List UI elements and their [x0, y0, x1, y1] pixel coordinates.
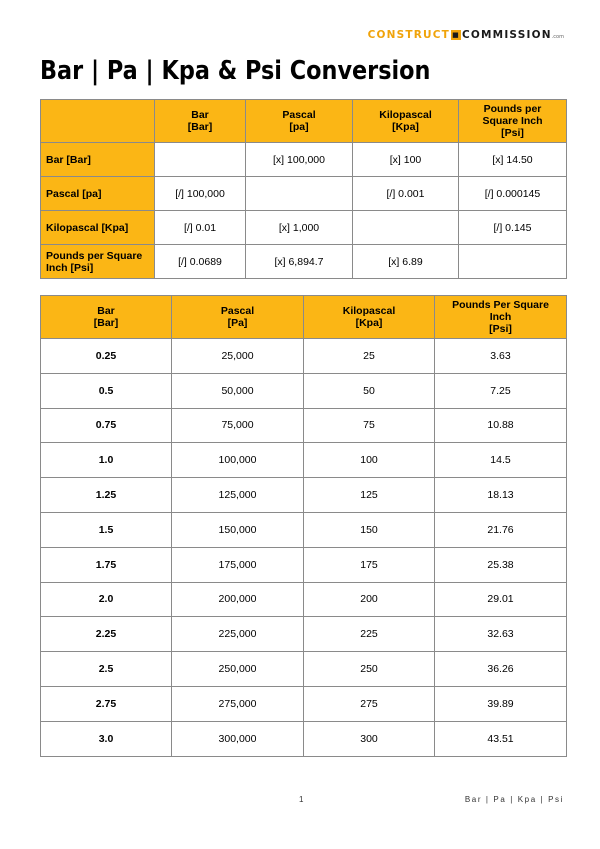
table-cell: 0.75 [41, 408, 172, 443]
table-cell: [x] 100 [353, 143, 459, 177]
table-cell: [/] 0.001 [353, 177, 459, 211]
table-row [41, 478, 567, 513]
table-cell: [x] 6.89 [353, 245, 459, 279]
table-row [41, 211, 567, 245]
header-cell: Pounds per Square Inch [Psi] [459, 100, 567, 143]
table-cell: 275,000 [172, 686, 304, 721]
table-cell: 300,000 [172, 721, 304, 756]
header-cell: Kilopascal [Kpa] [304, 296, 435, 339]
page-number: 1 [299, 795, 304, 804]
header-cell: Kilopascal [Kpa] [353, 100, 459, 143]
table-cell: 175,000 [172, 547, 304, 582]
page-title: Bar | Pa | Kpa & Psi Conversion [40, 56, 431, 86]
brand-logo [368, 29, 564, 41]
table-cell: 100,000 [172, 443, 304, 478]
header-cell: Pascal [Pa] [172, 296, 304, 339]
table-cell: 14.5 [435, 443, 567, 478]
table-cell: 50 [304, 373, 435, 408]
table-cell: [/] 100,000 [155, 177, 246, 211]
table-row [41, 547, 567, 582]
table-row [41, 617, 567, 652]
table-cell: 3.63 [435, 339, 567, 374]
table-cell: 175 [304, 547, 435, 582]
footer-title: Bar | Pa | Kpa | Psi [464, 795, 564, 804]
table-cell: 0.25 [41, 339, 172, 374]
table-cell [246, 177, 353, 211]
header-cell: Pounds Per Square Inch [Psi] [435, 296, 567, 339]
table-cell: 125,000 [172, 478, 304, 513]
table-cell: 200,000 [172, 582, 304, 617]
table-cell: 21.76 [435, 512, 567, 547]
header-corner-cell [41, 100, 155, 143]
table-cell: 32.63 [435, 617, 567, 652]
table-cell: 2.0 [41, 582, 172, 617]
table-cell: 75 [304, 408, 435, 443]
table-row [41, 143, 567, 177]
conversion-factor-header-row [41, 100, 567, 143]
header-cell: Bar [Bar] [155, 100, 246, 143]
table-cell: 10.88 [435, 408, 567, 443]
table-cell: 2.25 [41, 617, 172, 652]
table-cell: 200 [304, 582, 435, 617]
pressure-values-header-row [41, 296, 567, 339]
table-row [41, 652, 567, 687]
pressure-values-table [40, 295, 567, 757]
table-cell: 150 [304, 512, 435, 547]
logo-text-commission: COMMISSION [462, 29, 552, 41]
table-row [41, 245, 567, 279]
table-row [41, 721, 567, 756]
table-cell: 43.51 [435, 721, 567, 756]
table-cell: [x] 6,894.7 [246, 245, 353, 279]
logo-domain: .com [551, 34, 564, 40]
table-row [41, 512, 567, 547]
table-cell: 0.5 [41, 373, 172, 408]
table-row [41, 339, 567, 374]
table-cell: 100 [304, 443, 435, 478]
table-row [41, 373, 567, 408]
table-cell: 18.13 [435, 478, 567, 513]
table-cell: 300 [304, 721, 435, 756]
table-cell: [/] 0.01 [155, 211, 246, 245]
table-cell: 3.0 [41, 721, 172, 756]
row-header-cell: Bar [Bar] [41, 143, 155, 177]
table-row [41, 443, 567, 478]
header-cell: Bar [Bar] [41, 296, 172, 339]
conversion-factor-table [40, 99, 567, 279]
table-cell: 1.25 [41, 478, 172, 513]
table-row [41, 177, 567, 211]
table-cell: [/] 0.0689 [155, 245, 246, 279]
table-cell: 250 [304, 652, 435, 687]
table-cell: 150,000 [172, 512, 304, 547]
table-cell: 1.0 [41, 443, 172, 478]
row-header-cell: Pascal [pa] [41, 177, 155, 211]
row-header-cell: Kilopascal [Kpa] [41, 211, 155, 245]
table-cell: 2.5 [41, 652, 172, 687]
table-cell [353, 211, 459, 245]
table-cell: 225,000 [172, 617, 304, 652]
table-cell: [x] 100,000 [246, 143, 353, 177]
table-cell [459, 245, 567, 279]
table-cell: 75,000 [172, 408, 304, 443]
table-cell: 39.89 [435, 686, 567, 721]
table-cell: 275 [304, 686, 435, 721]
table-cell: 36.26 [435, 652, 567, 687]
table-cell: [/] 0.145 [459, 211, 567, 245]
table-cell: 29.01 [435, 582, 567, 617]
table-cell: 125 [304, 478, 435, 513]
table-cell: 25 [304, 339, 435, 374]
table-cell [155, 143, 246, 177]
table-cell: 250,000 [172, 652, 304, 687]
table-row [41, 686, 567, 721]
table-cell: 1.75 [41, 547, 172, 582]
table-row [41, 582, 567, 617]
table-cell: 1.5 [41, 512, 172, 547]
table-cell: 25,000 [172, 339, 304, 374]
logo-mark-icon: ■ [452, 31, 460, 39]
table-cell: 50,000 [172, 373, 304, 408]
table-row [41, 408, 567, 443]
table-cell: 25.38 [435, 547, 567, 582]
logo-text-construct: CONSTRUCT [367, 29, 450, 41]
table-cell: [x] 1,000 [246, 211, 353, 245]
table-cell: 2.75 [41, 686, 172, 721]
table-cell: [/] 0.000145 [459, 177, 567, 211]
header-cell: Pascal [pa] [246, 100, 353, 143]
table-cell: [x] 14.50 [459, 143, 567, 177]
row-header-cell: Pounds per Square Inch [Psi] [41, 245, 155, 279]
table-cell: 225 [304, 617, 435, 652]
table-cell: 7.25 [435, 373, 567, 408]
